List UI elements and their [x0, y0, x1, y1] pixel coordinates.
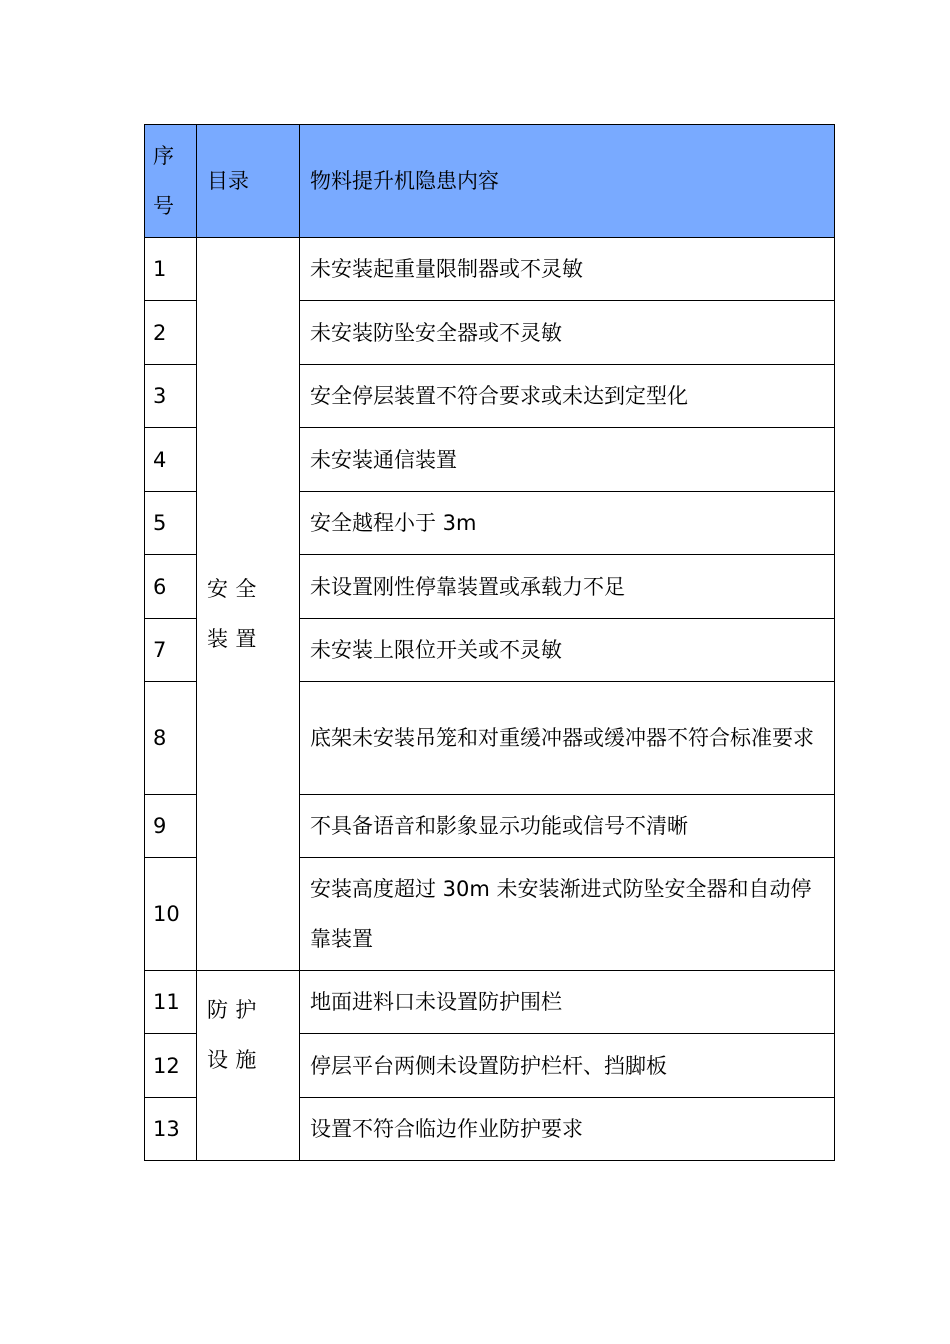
- table-header-row: [145, 125, 835, 238]
- row-number: 8: [145, 682, 197, 795]
- row-content: 未安装防坠安全器或不灵敏: [300, 301, 835, 365]
- row-content: 未安装通信装置: [300, 428, 835, 492]
- table-row: [145, 238, 835, 301]
- row-number: 13: [145, 1098, 197, 1161]
- row-content: 安全停层装置不符合要求或未达到定型化: [300, 365, 835, 428]
- row-content: 未安装起重量限制器或不灵敏: [300, 238, 835, 301]
- header-category: 目录: [197, 125, 300, 238]
- row-content: 未安装上限位开关或不灵敏: [300, 619, 835, 682]
- row-number: 2: [145, 301, 197, 365]
- row-number: 1: [145, 238, 197, 301]
- row-content: 安装高度超过 30m 未安装渐进式防坠安全器和自动停靠装置: [300, 858, 835, 971]
- hazard-table: [144, 124, 835, 1161]
- row-content: 安全越程小于 3m: [300, 492, 835, 555]
- header-content: 物料提升机隐患内容: [300, 125, 835, 238]
- category-cell: [197, 971, 300, 1161]
- row-content: 不具备语音和影象显示功能或信号不清晰: [300, 795, 835, 858]
- header-number: 序号: [145, 125, 197, 238]
- row-number: 6: [145, 555, 197, 619]
- row-content: 地面进料口未设置防护围栏: [300, 971, 835, 1034]
- row-number: 9: [145, 795, 197, 858]
- row-content: 设置不符合临边作业防护要求: [300, 1098, 835, 1161]
- row-number: 12: [145, 1034, 197, 1098]
- table-row: [145, 971, 835, 1034]
- row-number: 4: [145, 428, 197, 492]
- row-content: 底架未安装吊笼和对重缓冲器或缓冲器不符合标准要求: [300, 682, 835, 795]
- row-number: 7: [145, 619, 197, 682]
- row-number: 10: [145, 858, 197, 971]
- row-number: 3: [145, 365, 197, 428]
- row-number: 11: [145, 971, 197, 1034]
- row-content: 停层平台两侧未设置防护栏杆、挡脚板: [300, 1034, 835, 1098]
- row-content: 未设置刚性停靠装置或承载力不足: [300, 555, 835, 619]
- row-number: 5: [145, 492, 197, 555]
- category-label: 安全装置: [207, 577, 264, 651]
- category-label: 防护设施: [207, 998, 264, 1072]
- category-cell: [197, 238, 300, 971]
